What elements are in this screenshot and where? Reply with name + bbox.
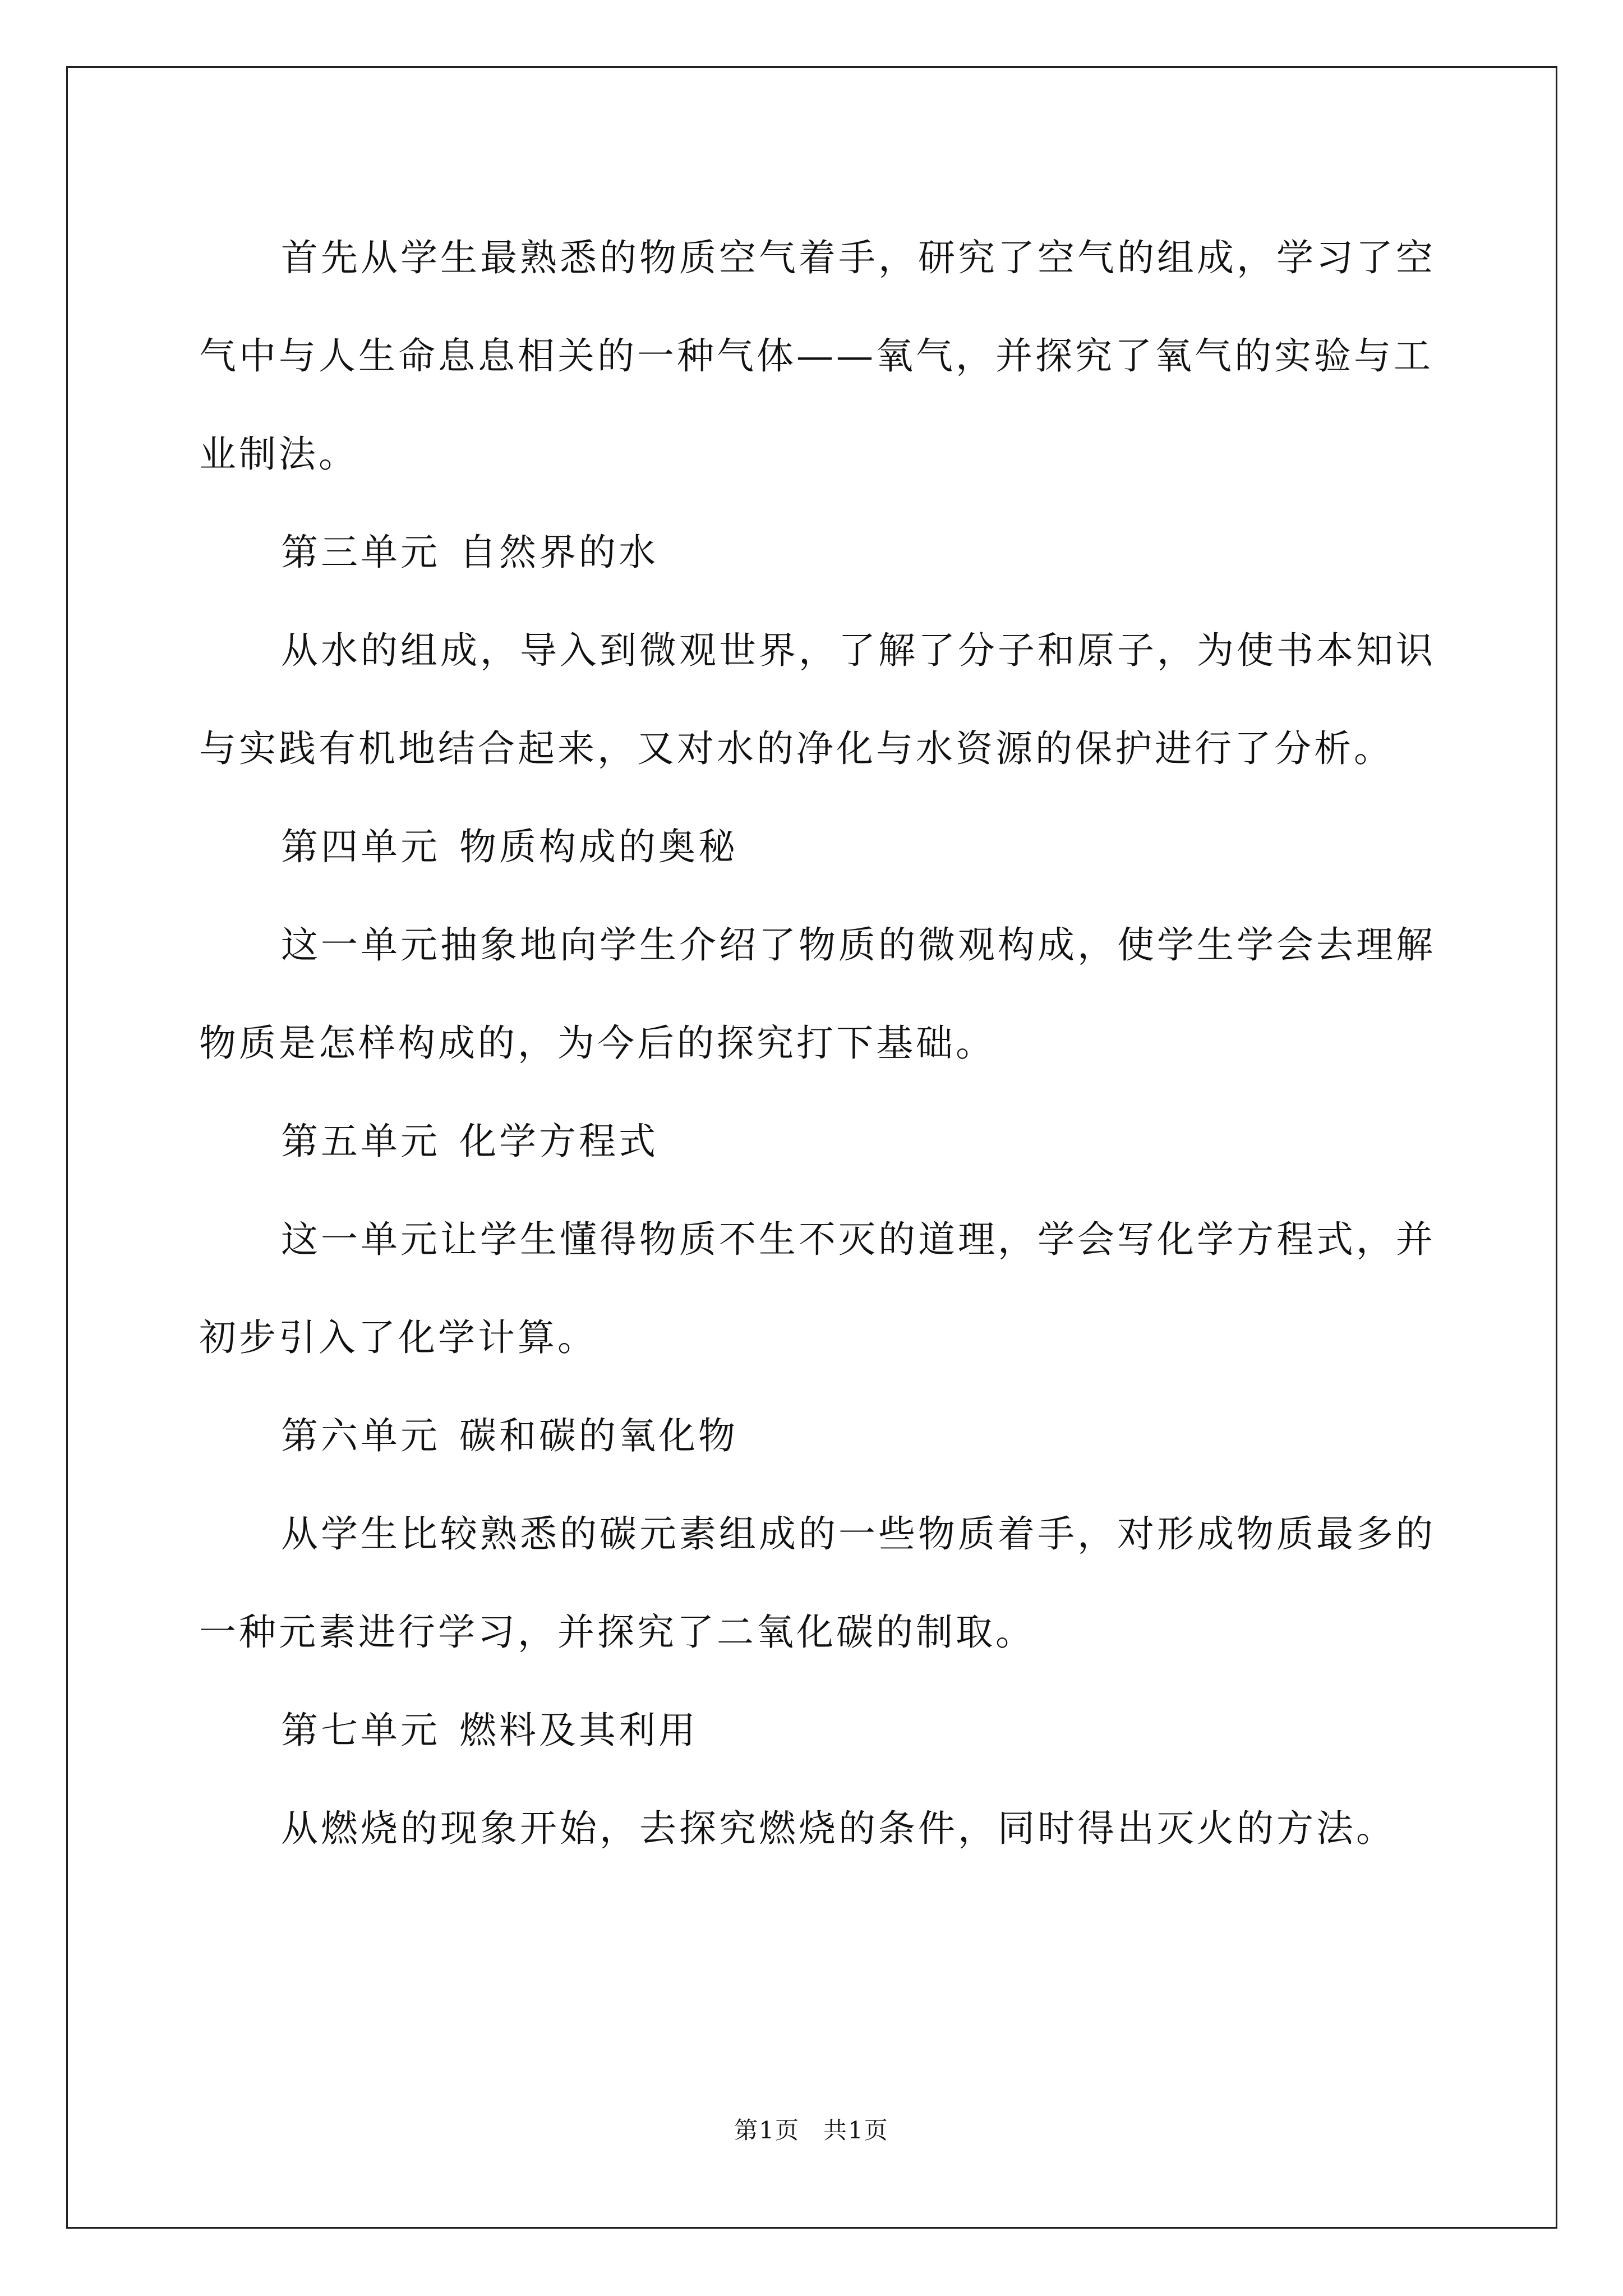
unit-title: 化学方程式 [459, 1120, 658, 1163]
unit-title: 自然界的水 [459, 531, 658, 574]
paragraph-air-oxygen: 首先从学生最熟悉的物质空气着手，研究了空气的组成，学习了空气中与人生命息息相关的一种气体——氧气，并探究了氧气的实验与工业制法。 [199, 236, 1436, 476]
paragraph-water: 从水的组成，导入到微观世界，了解了分子和原子，为使书本知识与实践有机地结合起来，又对水的净化与水资源的保护进行了分析。 [199, 629, 1436, 770]
unit-number: 第三单元 [281, 531, 440, 574]
unit-heading-5 [199, 1092, 1450, 1190]
unit-number: 第七单元 [281, 1709, 440, 1752]
unit-number: 第四单元 [281, 825, 440, 868]
paragraph-equations: 这一单元让学生懂得物质不生不灭的道理，学会写化学方程式，并初步引入了化学计算。 [199, 1218, 1436, 1359]
document-body [199, 209, 1450, 1878]
paragraph-combustion: 从燃烧的现象开始，去探究燃烧的条件，同时得出灭火的方法。 [281, 1807, 1396, 1850]
paragraph-matter-structure: 这一单元抽象地向学生介绍了物质的微观构成，使学生学会去理解物质是怎样构成的，为今后的探究打下基础。 [199, 923, 1436, 1065]
unit-heading-7 [199, 1681, 1450, 1779]
unit-heading-3 [199, 503, 1450, 601]
page-number-current: 第1页 [734, 2116, 800, 2144]
unit-number: 第五单元 [281, 1120, 440, 1163]
unit-number: 第六单元 [281, 1414, 440, 1457]
unit-title: 物质构成的奥秘 [459, 825, 738, 868]
unit-heading-6 [199, 1387, 1450, 1485]
paragraph-carbon: 从学生比较熟悉的碳元素组成的一些物质着手，对形成物质最多的一种元素进行学习，并探究了二氧化碳的制取。 [199, 1512, 1436, 1654]
unit-heading-4 [199, 798, 1450, 896]
page-footer [0, 2112, 1623, 2146]
unit-title: 碳和碳的氧化物 [459, 1414, 738, 1457]
page-number-total: 共1页 [823, 2116, 889, 2144]
unit-title: 燃料及其利用 [459, 1709, 698, 1752]
